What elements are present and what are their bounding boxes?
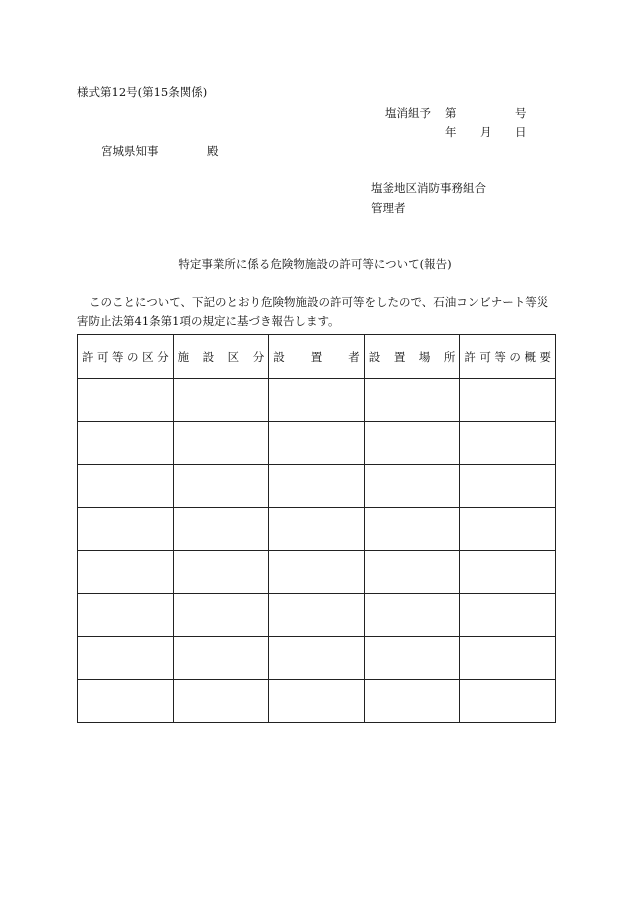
table-row [78,680,556,723]
column-header-char: 等 [112,349,124,364]
table-cell [173,637,269,680]
table-cell [78,465,174,508]
table-cell [173,551,269,594]
column-header-char: 可 [479,349,491,364]
table-row [78,551,556,594]
column-header-4 [460,335,556,379]
table-cell [364,551,460,594]
column-header-char: 所 [443,349,456,364]
table-cell [364,594,460,637]
table-cell [78,551,174,594]
table-cell [78,594,174,637]
column-header-char: 要 [539,349,551,364]
honorific: 殿 [207,144,219,158]
table-cell [78,680,174,723]
date-year: 年 [445,125,457,139]
table-cell [364,680,460,723]
column-header-char: 概 [524,349,536,364]
table-cell [173,680,269,723]
reference-dai: 第 [445,106,457,120]
table-cell [269,422,365,465]
table-cell [460,551,556,594]
table-cell [364,465,460,508]
column-header-char: 分 [157,349,169,364]
table-cell [460,508,556,551]
table-cell [269,637,365,680]
column-header-char: 可 [97,349,109,364]
column-header-char: 場 [418,349,431,364]
table-row [78,508,556,551]
column-header-char: 施 [177,349,190,364]
table-cell [460,379,556,422]
table-cell [173,465,269,508]
table-cell [173,594,269,637]
table-cell [78,422,174,465]
sender-organization: 塩釜地区消防事務組合 [371,181,486,195]
table-cell [269,594,365,637]
table-cell [364,422,460,465]
table-cell [78,508,174,551]
table-cell [460,422,556,465]
table-cell [460,637,556,680]
table-cell [173,508,269,551]
table-row [78,465,556,508]
form-number: 様式第12号(第15条関係) [77,85,208,99]
reference-label: 塩消組予 [385,106,431,120]
column-header-char: 等 [494,349,506,364]
column-header-2 [269,335,365,379]
report-table [77,334,556,723]
table-cell [269,680,365,723]
table-cell [269,465,365,508]
column-header-char: の [509,349,521,364]
date-month: 月 [480,125,492,139]
table-cell [460,465,556,508]
table-cell [78,379,174,422]
column-header-char: 許 [464,349,476,364]
column-header-char: 分 [252,349,265,364]
body-text: このことについて、下記のとおり危険物施設の許可等をしたので、石油コンビナート等災害防止法第41条第1項の規定に基づき報告します。 [77,295,549,328]
table-cell [269,379,365,422]
table-cell [78,637,174,680]
sender-role: 管理者 [371,201,406,215]
column-header-char: の [127,349,139,364]
column-header-char: 区 [227,349,240,364]
column-header-1 [173,335,269,379]
column-header-char: 置 [393,349,406,364]
column-header-char: 者 [348,349,360,364]
table-cell [173,422,269,465]
date-day: 日 [515,125,527,139]
column-header-0 [78,335,174,379]
table-cell [173,379,269,422]
table-row [78,379,556,422]
table-cell [460,680,556,723]
table-cell [460,594,556,637]
table-header-row [78,335,556,379]
column-header-3 [364,335,460,379]
column-header-char: 設 [202,349,215,364]
reference-go: 号 [515,106,527,120]
column-header-char: 置 [310,349,323,364]
table-body [78,379,556,723]
document-title: 特定事業所に係る危険物施設の許可等について(報告) [178,257,452,271]
table-row [78,637,556,680]
column-header-char: 許 [82,349,94,364]
column-header-char: 設 [273,349,285,364]
table-row [78,594,556,637]
table-row [78,422,556,465]
table-cell [269,508,365,551]
table-cell [364,379,460,422]
addressee: 宮城県知事 [101,144,159,158]
table-cell [364,637,460,680]
table-cell [364,508,460,551]
table-cell [269,551,365,594]
column-header-char: 区 [142,349,154,364]
column-header-char: 設 [368,349,381,364]
